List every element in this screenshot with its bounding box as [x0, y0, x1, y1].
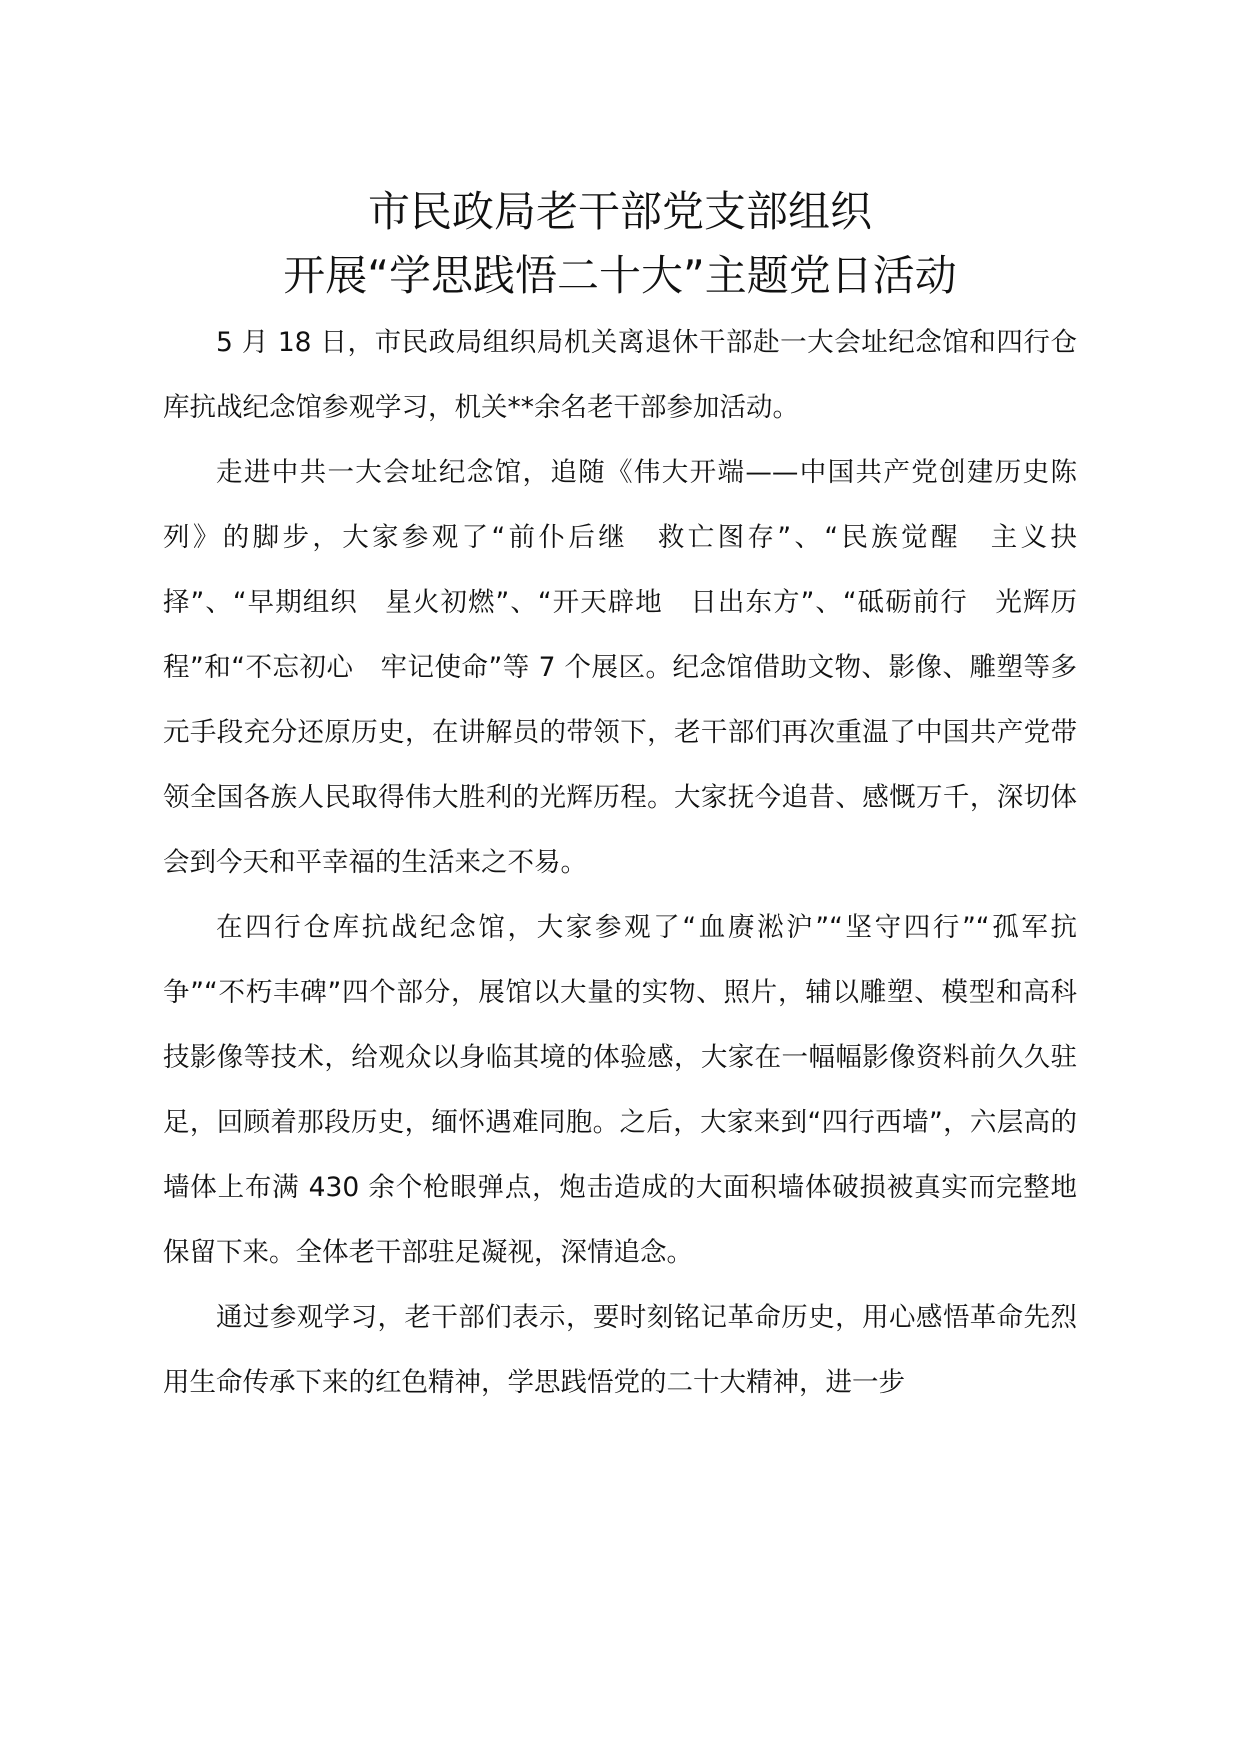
- paragraph-sihang-warehouse: 在四行仓库抗战纪念馆，大家参观了“血赓淞沪”“坚守四行”“孤军抗争”“不朽丰碑”四个部分，展馆以大量的实物、照片，辅以雕塑、模型和高科技影像等技术，给观众以身临其境的体验感，大家在一幅幅影像资料前久久驻足，回顾着那段历史，缅怀遇难同胞。之后，大家来到“四行西墙”，六层高的墙体上布满 430 余个枪眼弹点，炮击造成的大面积墙体破损被真实而完整地保留下来。全体老干部驻足凝视，深情追念。: [163, 912, 1077, 1268]
- title-line-2: 开展“学思践悟二十大”主题党日活动: [283, 251, 957, 300]
- title-line-1: 市民政局老干部党支部组织: [367, 187, 872, 236]
- paragraph-yida-memorial: 走进中共一大会址纪念馆，追随《伟大开端——中国共产党创建历史陈列》的脚步，大家参观了“前仆后继 救亡图存”、“民族觉醒 主义抉择”、“早期组织 星火初燃”、“开天辟地 日出东方”、“砥砺前行 光辉历程”和“不忘初心 牢记使命”等 7 个展区。纪念馆借助文物、影像、雕塑等多元手段充分还原历史，在讲解员的带领下，老干部们再次重温了中国共产党带领全国各族人民取得伟大胜利的光辉历程。大家抚今追昔、感慨万千，深切体会到今天和平幸福的生活来之不易。: [163, 457, 1077, 878]
- document-body: [163, 310, 1077, 1415]
- document-title: [150, 180, 1090, 308]
- paragraph-reflection: 通过参观学习，老干部们表示，要时刻铭记革命历史，用心感悟革命先烈用生命传承下来的红色精神，学思践悟党的二十大精神，进一步: [163, 1302, 1077, 1398]
- paragraph-intro: 5 月 18 日，市民政局组织局机关离退休干部赴一大会址纪念馆和四行仓库抗战纪念馆参观学习，机关**余名老干部参加活动。: [163, 327, 1077, 423]
